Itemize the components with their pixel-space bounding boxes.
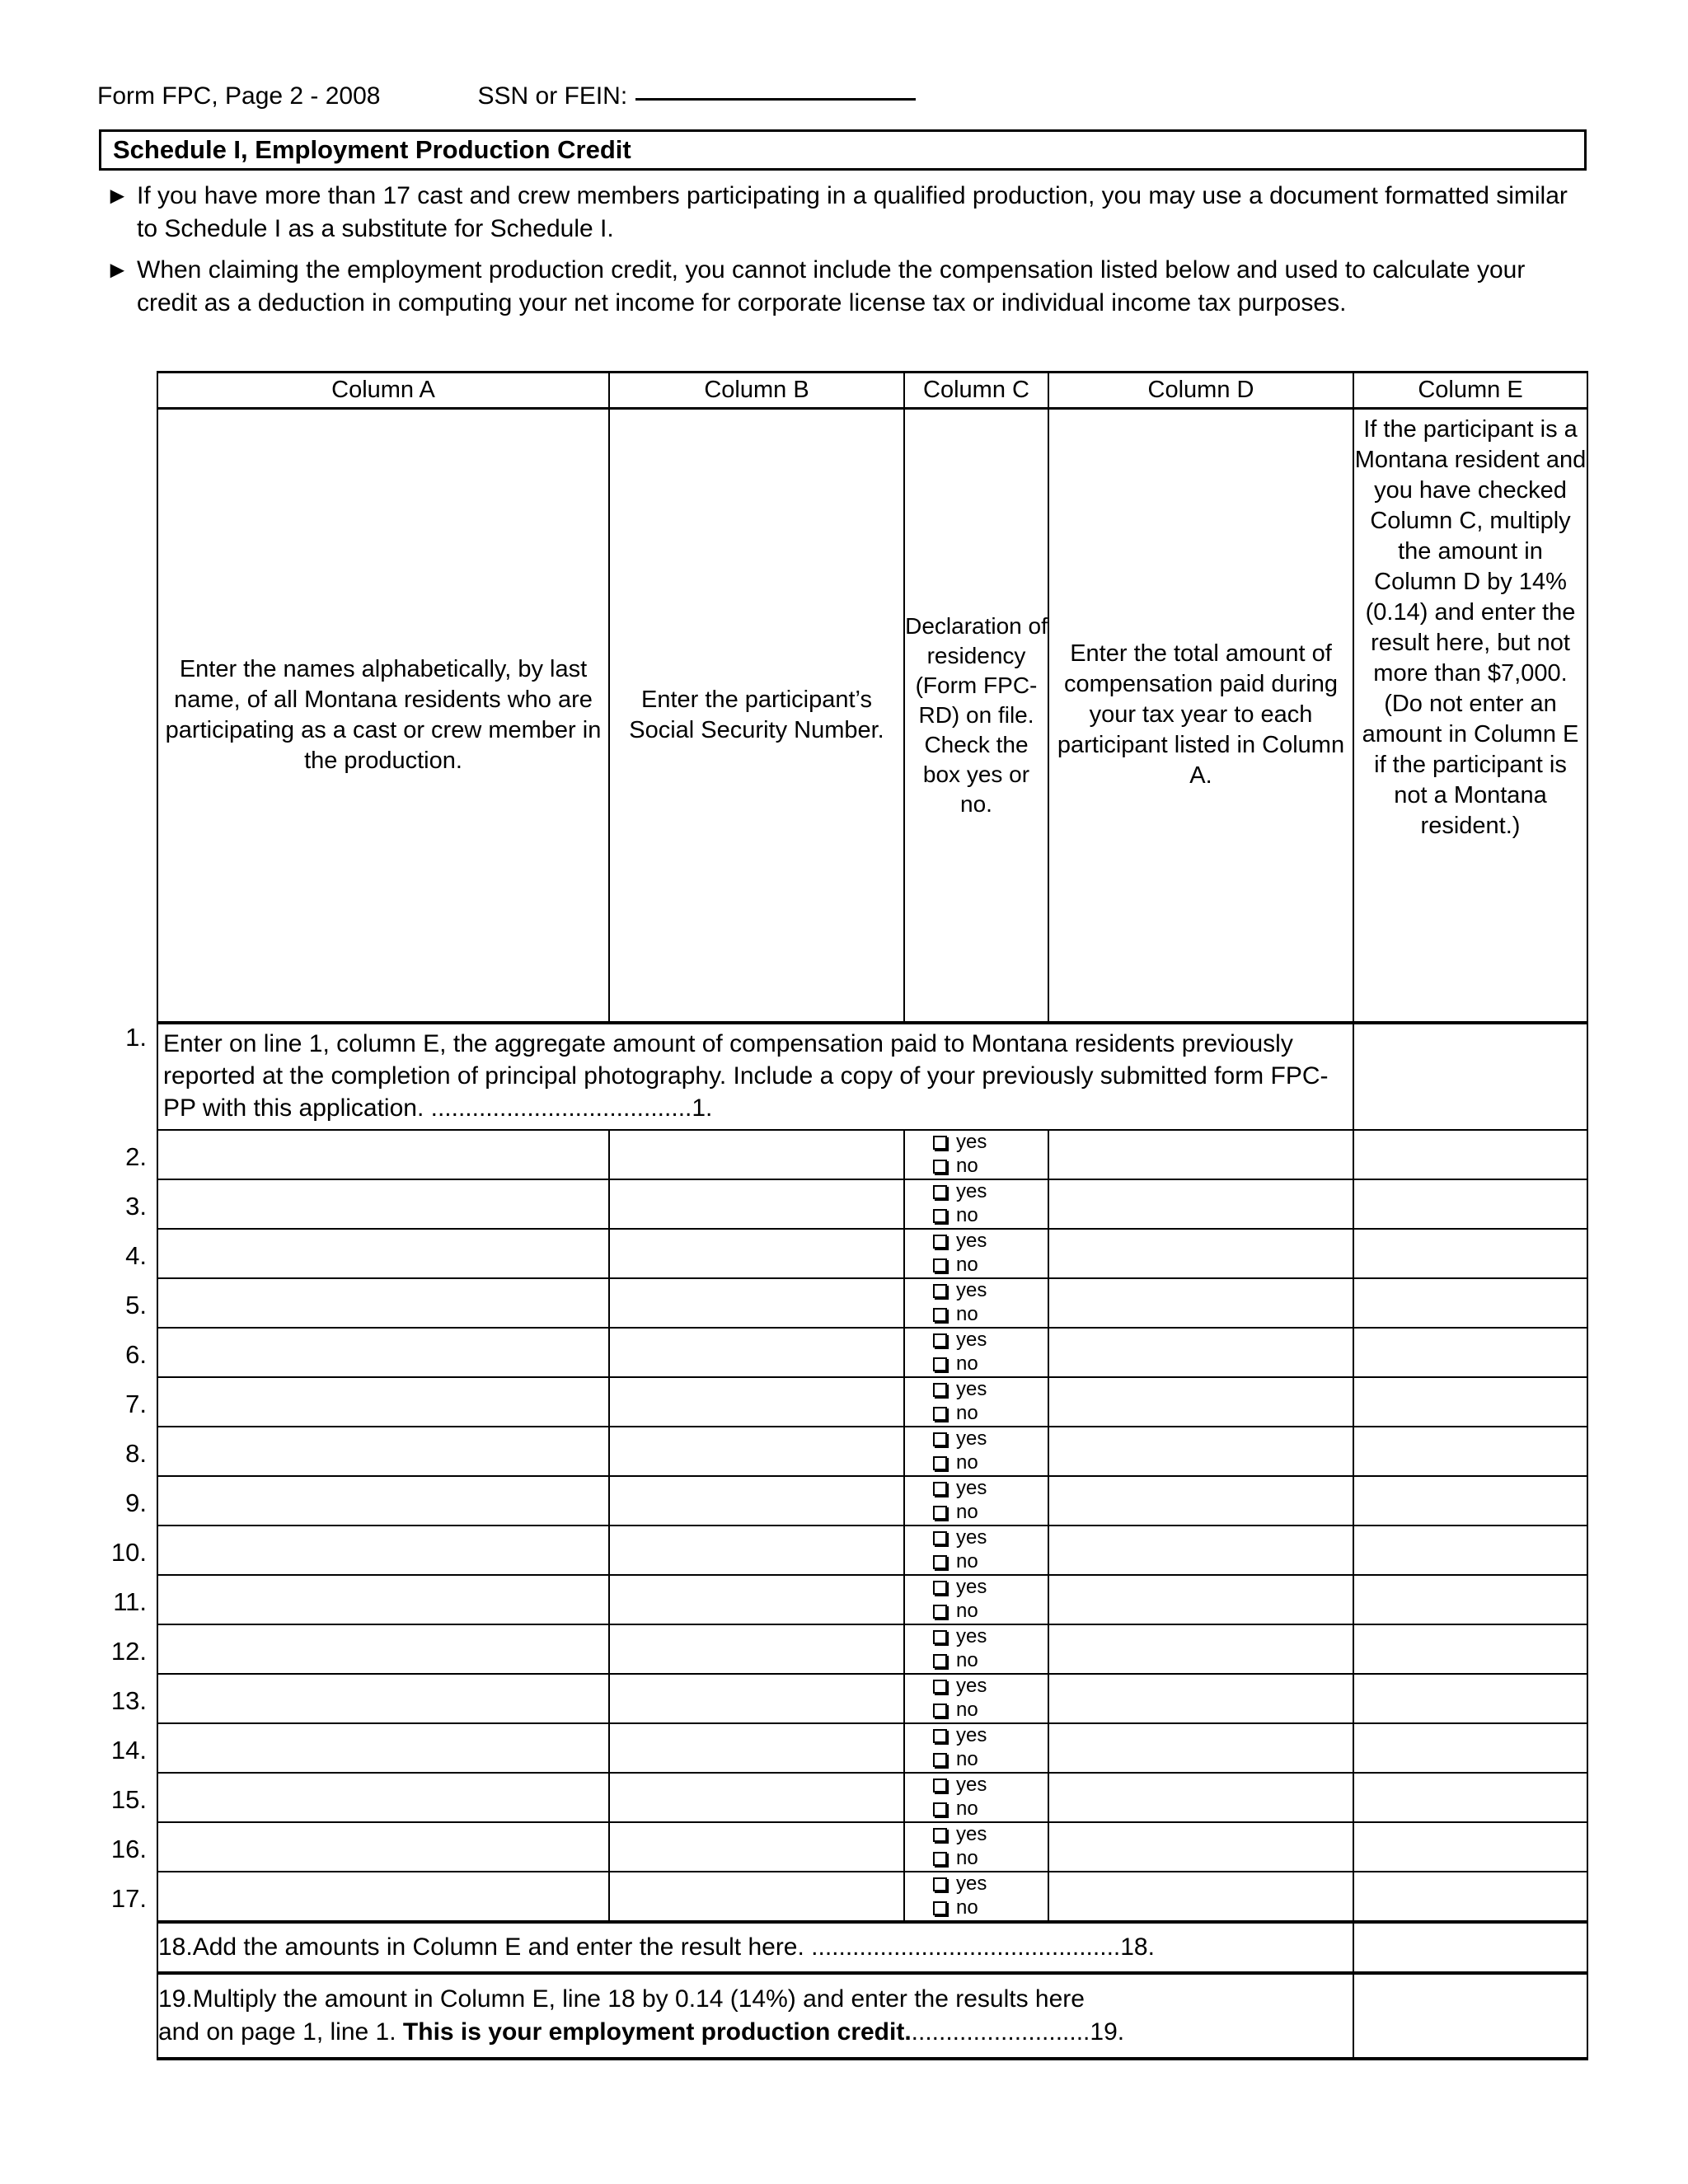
cell-compensation-column-d[interactable] bbox=[1048, 1872, 1353, 1922]
column-description-d: Enter the total amount of compensation paid during your tax year to each participant listed in Column A. bbox=[1048, 409, 1353, 1023]
cell-compensation-column-d[interactable] bbox=[1048, 1575, 1353, 1624]
table-row bbox=[157, 1773, 1587, 1822]
checkbox-row-no[interactable] bbox=[933, 1254, 1048, 1277]
schedule-title-banner bbox=[99, 129, 1587, 171]
table-row-line19 bbox=[157, 1973, 1587, 2059]
row-number-10: 10. bbox=[110, 1538, 147, 1567]
checkbox-yes-icon[interactable] bbox=[933, 1482, 947, 1496]
checkbox-label-no: no bbox=[956, 1303, 978, 1325]
cell-name-column-a[interactable] bbox=[157, 1624, 609, 1674]
checkbox-no-icon[interactable] bbox=[933, 1654, 947, 1668]
checkbox-row-no[interactable] bbox=[933, 1601, 1048, 1623]
cell-compensation-column-d[interactable] bbox=[1048, 1278, 1353, 1328]
yes-no-checkbox-group bbox=[905, 1576, 1048, 1624]
line1-reference: 1. bbox=[692, 1094, 713, 1122]
table-row-line1 bbox=[157, 1023, 1587, 1130]
row-number-17: 17. bbox=[110, 1884, 147, 1913]
row-number-16: 16. bbox=[110, 1835, 147, 1863]
checkbox-label-no: no bbox=[956, 1699, 978, 1721]
line19-leader-dots: .......................... bbox=[911, 2018, 1090, 2046]
instruction-bullet-text: When claiming the employment production credit, you cannot include the compensation listed below and used to calculate your credit as a deduction in computing your net income for corporate license tax or individual income tax purposes. bbox=[137, 256, 1526, 316]
checkbox-label-no: no bbox=[956, 1254, 978, 1276]
cell-name-column-a[interactable] bbox=[157, 1575, 609, 1624]
checkbox-row-yes[interactable] bbox=[933, 1873, 1048, 1896]
line19-number: 19. bbox=[158, 1985, 193, 2013]
checkbox-label-yes: yes bbox=[956, 1180, 987, 1202]
table-row bbox=[157, 1872, 1587, 1922]
column-header-a: Column A bbox=[157, 373, 609, 409]
cell-ssn-column-b[interactable] bbox=[609, 1278, 904, 1328]
checkbox-label-yes: yes bbox=[956, 1823, 987, 1845]
checkbox-label-yes: yes bbox=[956, 1131, 987, 1153]
row-number-6: 6. bbox=[125, 1340, 147, 1369]
checkbox-row-no[interactable] bbox=[933, 1551, 1048, 1573]
cell-residency-column-c bbox=[904, 1822, 1048, 1872]
checkbox-label-no: no bbox=[956, 1402, 978, 1424]
instruction-bullet bbox=[99, 180, 1591, 246]
checkbox-no-icon[interactable] bbox=[933, 1802, 947, 1816]
cell-name-column-a[interactable] bbox=[157, 1130, 609, 1179]
cell-ssn-column-b[interactable] bbox=[609, 1179, 904, 1229]
row-number-4: 4. bbox=[125, 1241, 147, 1270]
cell-credit-column-e[interactable] bbox=[1353, 1575, 1587, 1624]
cell-credit-column-e[interactable] bbox=[1353, 1674, 1587, 1723]
checkbox-label-yes: yes bbox=[956, 1378, 987, 1400]
yes-no-checkbox-group bbox=[905, 1477, 1048, 1525]
checkbox-row-yes[interactable] bbox=[933, 1774, 1048, 1797]
checkbox-label-no: no bbox=[956, 1501, 978, 1523]
row-number-1: 1. bbox=[125, 1023, 147, 1052]
line1-amount-input-e[interactable] bbox=[1353, 1023, 1587, 1130]
cell-compensation-column-d[interactable] bbox=[1048, 1624, 1353, 1674]
checkbox-row-yes[interactable] bbox=[933, 1626, 1048, 1648]
line1-instruction-cell bbox=[157, 1023, 1353, 1130]
checkbox-label-no: no bbox=[956, 1797, 978, 1820]
line1-instruction-text bbox=[158, 1024, 1353, 1129]
cell-ssn-column-b[interactable] bbox=[609, 1575, 904, 1624]
checkbox-label-yes: yes bbox=[956, 1526, 987, 1549]
row-number-13: 13. bbox=[110, 1686, 147, 1715]
cell-compensation-column-d[interactable] bbox=[1048, 1328, 1353, 1377]
cell-compensation-column-d[interactable] bbox=[1048, 1674, 1353, 1723]
cell-compensation-column-d[interactable] bbox=[1048, 1723, 1353, 1773]
checkbox-row-no[interactable] bbox=[933, 1848, 1048, 1870]
checkbox-yes-icon[interactable] bbox=[933, 1729, 947, 1743]
checkbox-label-yes: yes bbox=[956, 1724, 987, 1746]
checkbox-no-icon[interactable] bbox=[933, 1506, 947, 1520]
checkbox-row-no[interactable] bbox=[933, 1798, 1048, 1821]
checkbox-row-yes[interactable] bbox=[933, 1527, 1048, 1549]
column-description-a: Enter the names alphabetically, by last name, of all Montana residents who are participating as a cast or crew member in the production. bbox=[157, 409, 609, 1023]
instruction-bullets bbox=[99, 180, 1591, 328]
yes-no-checkbox-group bbox=[905, 1774, 1048, 1821]
cell-residency-column-c bbox=[904, 1526, 1048, 1575]
checkbox-row-no[interactable] bbox=[933, 1650, 1048, 1672]
cell-credit-column-e[interactable] bbox=[1353, 1822, 1587, 1872]
checkbox-label-no: no bbox=[956, 1352, 978, 1375]
line1-leader-dots: ...................................... bbox=[424, 1094, 692, 1122]
checkbox-no-icon[interactable] bbox=[933, 1160, 947, 1174]
cell-ssn-column-b[interactable] bbox=[609, 1872, 904, 1922]
table-row bbox=[157, 1427, 1587, 1476]
checkbox-yes-icon[interactable] bbox=[933, 1828, 947, 1842]
cell-ssn-column-b[interactable] bbox=[609, 1328, 904, 1377]
checkbox-yes-icon[interactable] bbox=[933, 1284, 947, 1298]
column-header-e: Column E bbox=[1353, 373, 1587, 409]
cell-compensation-column-d[interactable] bbox=[1048, 1130, 1353, 1179]
cell-residency-column-c bbox=[904, 1179, 1048, 1229]
ssn-fein-input-rule[interactable] bbox=[635, 98, 916, 101]
cell-residency-column-c bbox=[904, 1278, 1048, 1328]
checkbox-row-no[interactable] bbox=[933, 1304, 1048, 1326]
cell-compensation-column-d[interactable] bbox=[1048, 1526, 1353, 1575]
cell-compensation-column-d[interactable] bbox=[1048, 1229, 1353, 1278]
cell-residency-column-c bbox=[904, 1328, 1048, 1377]
cell-name-column-a[interactable] bbox=[157, 1526, 609, 1575]
column-header-d: Column D bbox=[1048, 373, 1353, 409]
table-row bbox=[157, 1328, 1587, 1377]
cell-name-column-a[interactable] bbox=[157, 1822, 609, 1872]
checkbox-no-icon[interactable] bbox=[933, 1555, 947, 1569]
checkbox-row-yes[interactable] bbox=[933, 1428, 1048, 1451]
table-row bbox=[157, 1674, 1587, 1723]
line19-instruction-cell bbox=[157, 1973, 1353, 2059]
checkbox-label-no: no bbox=[956, 1748, 978, 1770]
cell-credit-column-e[interactable] bbox=[1353, 1723, 1587, 1773]
checkbox-no-icon[interactable] bbox=[933, 1753, 947, 1767]
yes-no-checkbox-group bbox=[905, 1675, 1048, 1722]
cell-name-column-a[interactable] bbox=[157, 1674, 609, 1723]
checkbox-no-icon[interactable] bbox=[933, 1308, 947, 1322]
table-row bbox=[157, 1723, 1587, 1773]
cell-residency-column-c bbox=[904, 1723, 1048, 1773]
cell-credit-column-e[interactable] bbox=[1353, 1229, 1587, 1278]
cell-compensation-column-d[interactable] bbox=[1048, 1476, 1353, 1526]
table-row bbox=[157, 1179, 1587, 1229]
column-header-b: Column B bbox=[609, 373, 904, 409]
cell-name-column-a[interactable] bbox=[157, 1278, 609, 1328]
row-number-14: 14. bbox=[110, 1736, 147, 1765]
checkbox-yes-icon[interactable] bbox=[933, 1680, 947, 1694]
table-row bbox=[157, 1229, 1587, 1278]
checkbox-label-no: no bbox=[956, 1847, 978, 1869]
checkbox-yes-icon[interactable] bbox=[933, 1779, 947, 1793]
checkbox-yes-icon[interactable] bbox=[933, 1432, 947, 1446]
row-number-7: 7. bbox=[125, 1390, 147, 1418]
checkbox-no-icon[interactable] bbox=[933, 1209, 947, 1223]
checkbox-label-yes: yes bbox=[956, 1477, 987, 1499]
cell-name-column-a[interactable] bbox=[157, 1773, 609, 1822]
checkbox-no-icon[interactable] bbox=[933, 1456, 947, 1470]
cell-name-column-a[interactable] bbox=[157, 1427, 609, 1476]
checkbox-yes-icon[interactable] bbox=[933, 1333, 947, 1347]
checkbox-no-icon[interactable] bbox=[933, 1407, 947, 1421]
row-number-11: 11. bbox=[113, 1587, 147, 1616]
checkbox-row-no[interactable] bbox=[933, 1403, 1048, 1425]
page-header bbox=[97, 82, 1589, 119]
yes-no-checkbox-group bbox=[905, 1427, 1048, 1475]
cell-ssn-column-b[interactable] bbox=[609, 1476, 904, 1526]
checkbox-label-no: no bbox=[956, 1649, 978, 1671]
cell-name-column-a[interactable] bbox=[157, 1179, 609, 1229]
checkbox-row-yes[interactable] bbox=[933, 1132, 1048, 1154]
cell-compensation-column-d[interactable] bbox=[1048, 1179, 1353, 1229]
checkbox-row-no[interactable] bbox=[933, 1452, 1048, 1474]
cell-name-column-a[interactable] bbox=[157, 1328, 609, 1377]
checkbox-row-yes[interactable] bbox=[933, 1725, 1048, 1747]
cell-credit-column-e[interactable] bbox=[1353, 1278, 1587, 1328]
line19-text-first: Multiply the amount in Column E, line 18 by 0.14 (14%) and enter the results here bbox=[192, 1985, 1085, 2013]
line18-number: 18. bbox=[158, 1933, 193, 1961]
checkbox-row-no[interactable] bbox=[933, 1502, 1048, 1524]
column-description-e: If the participant is a Montana resident and you have checked Column C, multiply the amount in Column D by 14% (0.14) and enter the result here, but not more than $7,000. (Do not enter an amount in Column E if the participant is not a Montana resident.) bbox=[1353, 409, 1587, 1023]
column-description-row bbox=[157, 409, 1587, 1023]
yes-no-checkbox-group bbox=[905, 1872, 1048, 1920]
cell-ssn-column-b[interactable] bbox=[609, 1130, 904, 1179]
checkbox-label-no: no bbox=[956, 1451, 978, 1474]
line18-text: Add the amounts in Column E and enter the result here. bbox=[192, 1933, 804, 1961]
cell-compensation-column-d[interactable] bbox=[1048, 1822, 1353, 1872]
column-description-b: Enter the participant’s Social Security Number. bbox=[609, 409, 904, 1023]
table-row bbox=[157, 1526, 1587, 1575]
instruction-bullet bbox=[99, 254, 1591, 320]
checkbox-row-no[interactable] bbox=[933, 1205, 1048, 1227]
checkbox-label-no: no bbox=[956, 1896, 978, 1919]
yes-no-checkbox-group bbox=[905, 1378, 1048, 1426]
line19-line-two bbox=[158, 2016, 1353, 2049]
checkbox-no-icon[interactable] bbox=[933, 1258, 947, 1272]
table-row bbox=[157, 1130, 1587, 1179]
checkbox-label-no: no bbox=[956, 1600, 978, 1622]
checkbox-row-yes[interactable] bbox=[933, 1824, 1048, 1846]
yes-no-checkbox-group bbox=[905, 1526, 1048, 1574]
row-number-9: 9. bbox=[125, 1488, 147, 1517]
checkbox-row-yes[interactable] bbox=[933, 1230, 1048, 1253]
row-number-8: 8. bbox=[125, 1439, 147, 1468]
checkbox-label-yes: yes bbox=[956, 1774, 987, 1796]
checkbox-no-icon[interactable] bbox=[933, 1704, 947, 1718]
cell-residency-column-c bbox=[904, 1575, 1048, 1624]
cell-residency-column-c bbox=[904, 1427, 1048, 1476]
cell-ssn-column-b[interactable] bbox=[609, 1229, 904, 1278]
checkbox-no-icon[interactable] bbox=[933, 1357, 947, 1371]
cell-residency-column-c bbox=[904, 1624, 1048, 1674]
cell-ssn-column-b[interactable] bbox=[609, 1377, 904, 1427]
checkbox-label-no: no bbox=[956, 1204, 978, 1226]
checkbox-row-yes[interactable] bbox=[933, 1280, 1048, 1302]
checkbox-yes-icon[interactable] bbox=[933, 1630, 947, 1644]
checkbox-row-yes[interactable] bbox=[933, 1675, 1048, 1698]
schedule-i-table-wrapper bbox=[157, 371, 1587, 2060]
checkbox-label-yes: yes bbox=[956, 1279, 987, 1301]
checkbox-label-yes: yes bbox=[956, 1872, 987, 1895]
line19-credit-input-e[interactable] bbox=[1353, 1973, 1587, 2059]
checkbox-row-yes[interactable] bbox=[933, 1181, 1048, 1203]
yes-no-checkbox-group bbox=[905, 1180, 1048, 1228]
cell-credit-column-e[interactable] bbox=[1353, 1773, 1587, 1822]
schedule-i-table bbox=[157, 371, 1588, 2060]
cell-ssn-column-b[interactable] bbox=[609, 1822, 904, 1872]
cell-residency-column-c bbox=[904, 1476, 1048, 1526]
row-number-12: 12. bbox=[110, 1637, 147, 1666]
cell-credit-column-e[interactable] bbox=[1353, 1328, 1587, 1377]
checkbox-label-yes: yes bbox=[956, 1329, 987, 1351]
cell-name-column-a[interactable] bbox=[157, 1229, 609, 1278]
checkbox-row-no[interactable] bbox=[933, 1897, 1048, 1919]
cell-name-column-a[interactable] bbox=[157, 1872, 609, 1922]
line19-reference: 19. bbox=[1090, 2018, 1125, 2046]
line18-reference: 18. bbox=[1120, 1933, 1155, 1961]
cell-ssn-column-b[interactable] bbox=[609, 1674, 904, 1723]
column-description-c: Declaration of residency (Form FPC-RD) on file. Check the box yes or no. bbox=[904, 409, 1048, 1023]
checkbox-row-no[interactable] bbox=[933, 1699, 1048, 1722]
yes-no-checkbox-group bbox=[905, 1724, 1048, 1772]
cell-ssn-column-b[interactable] bbox=[609, 1773, 904, 1822]
cell-name-column-a[interactable] bbox=[157, 1476, 609, 1526]
line19-line-one bbox=[158, 1983, 1353, 2016]
cell-ssn-column-b[interactable] bbox=[609, 1526, 904, 1575]
table-row bbox=[157, 1822, 1587, 1872]
checkbox-label-yes: yes bbox=[956, 1230, 987, 1252]
checkbox-label-yes: yes bbox=[956, 1576, 987, 1598]
cell-name-column-a[interactable] bbox=[157, 1723, 609, 1773]
cell-name-column-a[interactable] bbox=[157, 1377, 609, 1427]
yes-no-checkbox-group bbox=[905, 1823, 1048, 1871]
row-number-2: 2. bbox=[125, 1142, 147, 1171]
cell-residency-column-c bbox=[904, 1130, 1048, 1179]
cell-residency-column-c bbox=[904, 1377, 1048, 1427]
column-header-c: Column C bbox=[904, 373, 1048, 409]
checkbox-label-yes: yes bbox=[956, 1427, 987, 1450]
checkbox-row-no[interactable] bbox=[933, 1155, 1048, 1178]
yes-no-checkbox-group bbox=[905, 1230, 1048, 1277]
checkbox-yes-icon[interactable] bbox=[933, 1136, 947, 1150]
cell-residency-column-c bbox=[904, 1872, 1048, 1922]
cell-credit-column-e[interactable] bbox=[1353, 1872, 1587, 1922]
checkbox-row-yes[interactable] bbox=[933, 1329, 1048, 1352]
checkbox-yes-icon[interactable] bbox=[933, 1581, 947, 1595]
checkbox-no-icon[interactable] bbox=[933, 1605, 947, 1619]
arrow-right-icon: ► bbox=[106, 257, 129, 284]
cell-credit-column-e[interactable] bbox=[1353, 1624, 1587, 1674]
cell-residency-column-c bbox=[904, 1773, 1048, 1822]
cell-compensation-column-d[interactable] bbox=[1048, 1773, 1353, 1822]
row-number-15: 15. bbox=[110, 1785, 147, 1814]
line19-emphasis: This is your employment production credit. bbox=[402, 2018, 912, 2046]
checkbox-row-yes[interactable] bbox=[933, 1379, 1048, 1401]
yes-no-checkbox-group bbox=[905, 1279, 1048, 1327]
table-row bbox=[157, 1624, 1587, 1674]
table-row bbox=[157, 1575, 1587, 1624]
line19-text-second: and on page 1, line 1. bbox=[158, 2018, 403, 2046]
checkbox-row-yes[interactable] bbox=[933, 1577, 1048, 1599]
checkbox-yes-icon[interactable] bbox=[933, 1185, 947, 1199]
yes-no-checkbox-group bbox=[905, 1329, 1048, 1376]
checkbox-yes-icon[interactable] bbox=[933, 1235, 947, 1249]
line18-instruction-cell bbox=[157, 1922, 1353, 1973]
cell-credit-column-e[interactable] bbox=[1353, 1130, 1587, 1179]
cell-credit-column-e[interactable] bbox=[1353, 1179, 1587, 1229]
checkbox-label-yes: yes bbox=[956, 1675, 987, 1697]
checkbox-no-icon[interactable] bbox=[933, 1852, 947, 1866]
row-number-3: 3. bbox=[125, 1192, 147, 1221]
cell-compensation-column-d[interactable] bbox=[1048, 1377, 1353, 1427]
cell-credit-column-e[interactable] bbox=[1353, 1427, 1587, 1476]
table-row-line18 bbox=[157, 1922, 1587, 1973]
cell-credit-column-e[interactable] bbox=[1353, 1377, 1587, 1427]
checkbox-label-yes: yes bbox=[956, 1625, 987, 1647]
checkbox-yes-icon[interactable] bbox=[933, 1383, 947, 1397]
checkbox-row-yes[interactable] bbox=[933, 1478, 1048, 1500]
cell-ssn-column-b[interactable] bbox=[609, 1624, 904, 1674]
form-identifier: Form FPC, Page 2 - 2008 bbox=[97, 82, 381, 110]
table-row bbox=[157, 1278, 1587, 1328]
checkbox-row-no[interactable] bbox=[933, 1749, 1048, 1771]
instruction-bullet-text: If you have more than 17 cast and crew members participating in a qualified production, you may use a document formatted similar to Schedule I as a substitute for Schedule I. bbox=[137, 182, 1568, 242]
arrow-right-icon: ► bbox=[106, 183, 129, 209]
cell-credit-column-e[interactable] bbox=[1353, 1476, 1587, 1526]
schedule-title: Schedule I, Employment Production Credit bbox=[113, 135, 631, 164]
yes-no-checkbox-group bbox=[905, 1625, 1048, 1673]
row-number-5: 5. bbox=[125, 1291, 147, 1319]
line1-text: Enter on line 1, column E, the aggregate amount of compensation paid to Montana residents previously reported at the completion of principal photography. Include a copy of your previously submitted form FPC-PP with this application. bbox=[163, 1029, 1329, 1122]
checkbox-yes-icon[interactable] bbox=[933, 1877, 947, 1891]
checkbox-yes-icon[interactable] bbox=[933, 1531, 947, 1545]
table-header-row bbox=[157, 373, 1587, 409]
checkbox-no-icon[interactable] bbox=[933, 1901, 947, 1915]
cell-credit-column-e[interactable] bbox=[1353, 1526, 1587, 1575]
checkbox-row-no[interactable] bbox=[933, 1353, 1048, 1376]
checkbox-label-no: no bbox=[956, 1155, 978, 1177]
checkbox-label-no: no bbox=[956, 1550, 978, 1572]
table-row bbox=[157, 1377, 1587, 1427]
cell-residency-column-c bbox=[904, 1229, 1048, 1278]
cell-ssn-column-b[interactable] bbox=[609, 1427, 904, 1476]
cell-ssn-column-b[interactable] bbox=[609, 1723, 904, 1773]
line18-total-input-e[interactable] bbox=[1353, 1922, 1587, 1973]
line18-leader-dots: ............................................. bbox=[804, 1933, 1121, 1961]
cell-compensation-column-d[interactable] bbox=[1048, 1427, 1353, 1476]
cell-residency-column-c bbox=[904, 1674, 1048, 1723]
table-row bbox=[157, 1476, 1587, 1526]
yes-no-checkbox-group bbox=[905, 1131, 1048, 1179]
ssn-fein-label: SSN or FEIN: bbox=[477, 82, 628, 110]
